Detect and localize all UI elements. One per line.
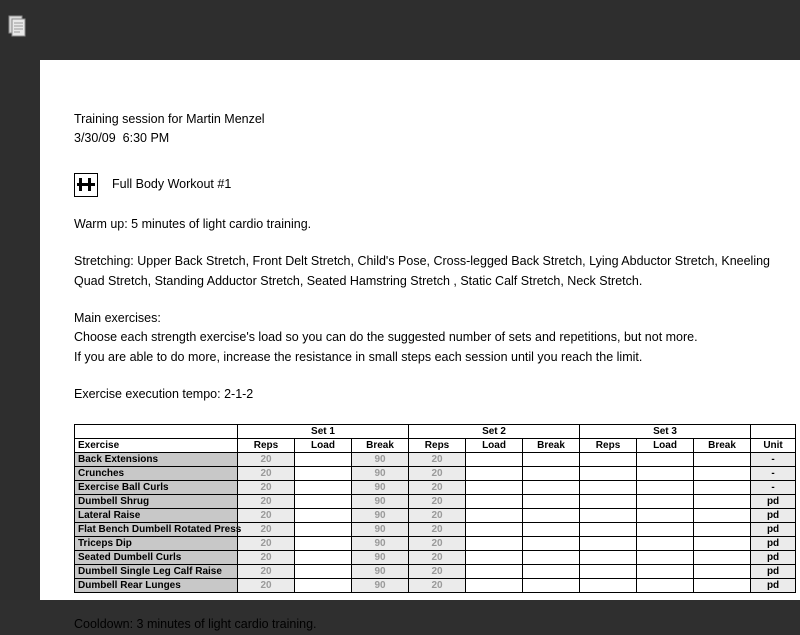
cell-set3-reps[interactable] bbox=[580, 579, 637, 593]
cell-unit: pd bbox=[751, 551, 796, 565]
header-set1-load: Load bbox=[295, 439, 352, 453]
cell-set3-load[interactable] bbox=[637, 565, 694, 579]
cell-set2-break[interactable] bbox=[523, 509, 580, 523]
cell-set3-load[interactable] bbox=[637, 481, 694, 495]
left-rail bbox=[0, 0, 40, 600]
cell-set1-break[interactable]: 90 bbox=[352, 509, 409, 523]
header-set1-reps: Reps bbox=[238, 439, 295, 453]
cell-set3-load[interactable] bbox=[637, 467, 694, 481]
cell-set3-reps[interactable] bbox=[580, 523, 637, 537]
cell-exercise: Triceps Dip bbox=[75, 537, 238, 551]
cell-set2-reps[interactable]: 20 bbox=[409, 467, 466, 481]
cell-set1-reps[interactable]: 20 bbox=[238, 481, 295, 495]
header-set2-break: Break bbox=[523, 439, 580, 453]
cell-set3-break[interactable] bbox=[694, 509, 751, 523]
cell-set1-load[interactable] bbox=[295, 551, 352, 565]
table-row bbox=[75, 453, 796, 467]
cell-set3-reps[interactable] bbox=[580, 537, 637, 551]
header-set3-load: Load bbox=[637, 439, 694, 453]
cell-set2-reps[interactable]: 20 bbox=[409, 565, 466, 579]
cell-set2-reps[interactable]: 20 bbox=[409, 537, 466, 551]
cell-set1-break[interactable]: 90 bbox=[352, 495, 409, 509]
set-group-3: Set 3 bbox=[580, 425, 751, 439]
cell-set1-break[interactable]: 90 bbox=[352, 537, 409, 551]
header-set1-break: Break bbox=[352, 439, 409, 453]
top-bar bbox=[0, 0, 800, 60]
cell-set1-load[interactable] bbox=[295, 453, 352, 467]
cell-set1-load[interactable] bbox=[295, 481, 352, 495]
cell-exercise: Dumbell Rear Lunges bbox=[75, 579, 238, 593]
cell-exercise: Exercise Ball Curls bbox=[75, 481, 238, 495]
cell-set1-reps[interactable]: 20 bbox=[238, 467, 295, 481]
document-page bbox=[40, 60, 800, 632]
stretching-paragraph: Stretching: Upper Back Stretch, Front Delt Stretch, Child's Pose, Cross-legged Back Stretch, Lying Abductor Stretch, Kneeling Quad Stretch, Standing Adductor Stretch, Seated Hamstring Stretch , Static Calf Stretch, Neck Stretch. bbox=[74, 254, 771, 288]
cell-set2-load[interactable] bbox=[466, 453, 523, 467]
cell-exercise: Dumbell Shrug bbox=[75, 495, 238, 509]
cell-set3-break[interactable] bbox=[694, 565, 751, 579]
document-icon[interactable] bbox=[6, 14, 30, 42]
cell-set2-break[interactable] bbox=[523, 579, 580, 593]
main-exercises-line-2: If you are able to do more, increase the resistance in small steps each session until you reach the limit. bbox=[74, 349, 643, 364]
cell-set1-break[interactable]: 90 bbox=[352, 565, 409, 579]
cell-set1-reps[interactable]: 20 bbox=[238, 523, 295, 537]
table-row bbox=[75, 579, 796, 593]
cell-set3-load[interactable] bbox=[637, 523, 694, 537]
cooldown-paragraph: Cooldown: 3 minutes of light cardio training. bbox=[74, 617, 317, 632]
cell-set3-reps[interactable] bbox=[580, 481, 637, 495]
cell-set2-load[interactable] bbox=[466, 481, 523, 495]
cell-set1-break[interactable]: 90 bbox=[352, 579, 409, 593]
cell-set2-load[interactable] bbox=[466, 467, 523, 481]
cell-set1-load[interactable] bbox=[295, 537, 352, 551]
main-exercises-line-1: Choose each strength exercise's load so you can do the suggested number of sets and repetitions, but not more. bbox=[74, 330, 698, 345]
cell-unit: pd bbox=[751, 579, 796, 593]
cell-set2-break[interactable] bbox=[523, 467, 580, 481]
cell-set3-load[interactable] bbox=[637, 495, 694, 509]
cell-set3-reps[interactable] bbox=[580, 453, 637, 467]
table-column-header-row bbox=[75, 439, 796, 453]
cell-exercise: Dumbell Single Leg Calf Raise bbox=[75, 565, 238, 579]
cell-exercise: Back Extensions bbox=[75, 453, 238, 467]
cell-set1-reps[interactable]: 20 bbox=[238, 537, 295, 551]
cell-unit: pd bbox=[751, 537, 796, 551]
table-row bbox=[75, 551, 796, 565]
cell-set1-load[interactable] bbox=[295, 509, 352, 523]
cell-set1-reps[interactable]: 20 bbox=[238, 453, 295, 467]
cell-exercise: Seated Dumbell Curls bbox=[75, 551, 238, 565]
cell-set3-break[interactable] bbox=[694, 481, 751, 495]
cell-exercise: Flat Bench Dumbell Rotated Press bbox=[75, 523, 238, 537]
table-row bbox=[75, 565, 796, 579]
cell-set1-reps[interactable]: 20 bbox=[238, 509, 295, 523]
cell-set2-reps[interactable]: 20 bbox=[409, 551, 466, 565]
table-row bbox=[75, 537, 796, 551]
cell-set1-reps[interactable]: 20 bbox=[238, 565, 295, 579]
cell-unit: - bbox=[751, 481, 796, 495]
session-datetime: 3/30/09 6:30 PM bbox=[74, 131, 170, 146]
workout-title-row bbox=[74, 173, 774, 197]
cell-set1-reps[interactable]: 20 bbox=[238, 495, 295, 509]
cell-set3-load[interactable] bbox=[637, 579, 694, 593]
cell-exercise: Lateral Raise bbox=[75, 509, 238, 523]
table-group-header-row bbox=[75, 425, 796, 439]
cell-set3-load[interactable] bbox=[637, 453, 694, 467]
cell-set3-load[interactable] bbox=[637, 537, 694, 551]
session-title: Training session for Martin Menzel bbox=[74, 112, 265, 126]
header-set2-reps: Reps bbox=[409, 439, 466, 453]
document-body bbox=[74, 110, 783, 635]
table-row bbox=[75, 495, 796, 509]
session-heading bbox=[74, 110, 774, 149]
workout-title: Full Body Workout #1 bbox=[112, 177, 232, 192]
cell-set3-break[interactable] bbox=[694, 551, 751, 565]
workout-bench-icon bbox=[74, 173, 98, 197]
cell-set2-reps[interactable]: 20 bbox=[409, 481, 466, 495]
cell-set2-reps[interactable]: 20 bbox=[409, 523, 466, 537]
table-corner-cell-right bbox=[751, 425, 796, 439]
header-unit: Unit bbox=[751, 439, 796, 453]
warmup-paragraph: Warm up: 5 minutes of light cardio training. bbox=[74, 216, 312, 231]
cell-set3-load[interactable] bbox=[637, 509, 694, 523]
cell-set3-break[interactable] bbox=[694, 579, 751, 593]
table-row bbox=[75, 523, 796, 537]
cell-set2-reps[interactable]: 20 bbox=[409, 453, 466, 467]
cell-set3-break[interactable] bbox=[694, 523, 751, 537]
header-exercise: Exercise bbox=[75, 439, 238, 453]
cell-set2-break[interactable] bbox=[523, 523, 580, 537]
cell-unit: pd bbox=[751, 509, 796, 523]
table-row bbox=[75, 481, 796, 495]
cell-set2-break[interactable] bbox=[523, 453, 580, 467]
cell-set1-break[interactable]: 90 bbox=[352, 523, 409, 537]
cell-unit: - bbox=[751, 453, 796, 467]
table-corner-cell bbox=[75, 425, 238, 439]
cell-set3-load[interactable] bbox=[637, 551, 694, 565]
cell-set1-reps[interactable]: 20 bbox=[238, 551, 295, 565]
table-row bbox=[75, 467, 796, 481]
cell-set2-reps[interactable]: 20 bbox=[409, 509, 466, 523]
cell-set2-load[interactable] bbox=[466, 495, 523, 509]
cell-set2-break[interactable] bbox=[523, 495, 580, 509]
cell-set1-break[interactable]: 90 bbox=[352, 453, 409, 467]
cell-set3-reps[interactable] bbox=[580, 467, 637, 481]
cell-set2-reps[interactable]: 20 bbox=[409, 579, 466, 593]
main-exercises-heading: Main exercises: bbox=[74, 310, 161, 325]
cell-set1-reps[interactable]: 20 bbox=[238, 579, 295, 593]
cell-set1-break[interactable]: 90 bbox=[352, 551, 409, 565]
cell-set2-load[interactable] bbox=[466, 565, 523, 579]
cell-set2-load[interactable] bbox=[466, 523, 523, 537]
tempo-paragraph: Exercise execution tempo: 2-1-2 bbox=[74, 387, 254, 401]
workout-table bbox=[74, 424, 796, 593]
cell-set3-reps[interactable] bbox=[580, 495, 637, 509]
cell-set1-load[interactable] bbox=[295, 523, 352, 537]
cell-set2-load[interactable] bbox=[466, 551, 523, 565]
cell-set3-break[interactable] bbox=[694, 537, 751, 551]
cell-set1-break[interactable]: 90 bbox=[352, 481, 409, 495]
cell-set3-reps[interactable] bbox=[580, 551, 637, 565]
cell-set1-load[interactable] bbox=[295, 495, 352, 509]
header-set3-reps: Reps bbox=[580, 439, 637, 453]
header-set3-break: Break bbox=[694, 439, 751, 453]
set-group-2: Set 2 bbox=[409, 425, 580, 439]
cell-set2-load[interactable] bbox=[466, 509, 523, 523]
cell-set2-reps[interactable]: 20 bbox=[409, 495, 466, 509]
cell-unit: pd bbox=[751, 523, 796, 537]
cell-set2-load[interactable] bbox=[466, 537, 523, 551]
cell-exercise: Crunches bbox=[75, 467, 238, 481]
cell-unit: pd bbox=[751, 495, 796, 509]
cell-set3-reps[interactable] bbox=[580, 565, 637, 579]
cell-set2-load[interactable] bbox=[466, 579, 523, 593]
set-group-1: Set 1 bbox=[238, 425, 409, 439]
cell-set2-break[interactable] bbox=[523, 551, 580, 565]
cell-set1-load[interactable] bbox=[295, 565, 352, 579]
cell-set1-load[interactable] bbox=[295, 579, 352, 593]
cell-set3-break[interactable] bbox=[694, 453, 751, 467]
cell-set3-break[interactable] bbox=[694, 467, 751, 481]
cell-set3-break[interactable] bbox=[694, 495, 751, 509]
cell-set1-break[interactable]: 90 bbox=[352, 467, 409, 481]
cell-set2-break[interactable] bbox=[523, 481, 580, 495]
cell-set1-load[interactable] bbox=[295, 467, 352, 481]
workout-table-body bbox=[75, 453, 796, 593]
cell-unit: - bbox=[751, 467, 796, 481]
cell-set3-reps[interactable] bbox=[580, 509, 637, 523]
header-set2-load: Load bbox=[466, 439, 523, 453]
cell-set2-break[interactable] bbox=[523, 537, 580, 551]
cell-unit: pd bbox=[751, 565, 796, 579]
cell-set2-break[interactable] bbox=[523, 565, 580, 579]
table-row bbox=[75, 509, 796, 523]
